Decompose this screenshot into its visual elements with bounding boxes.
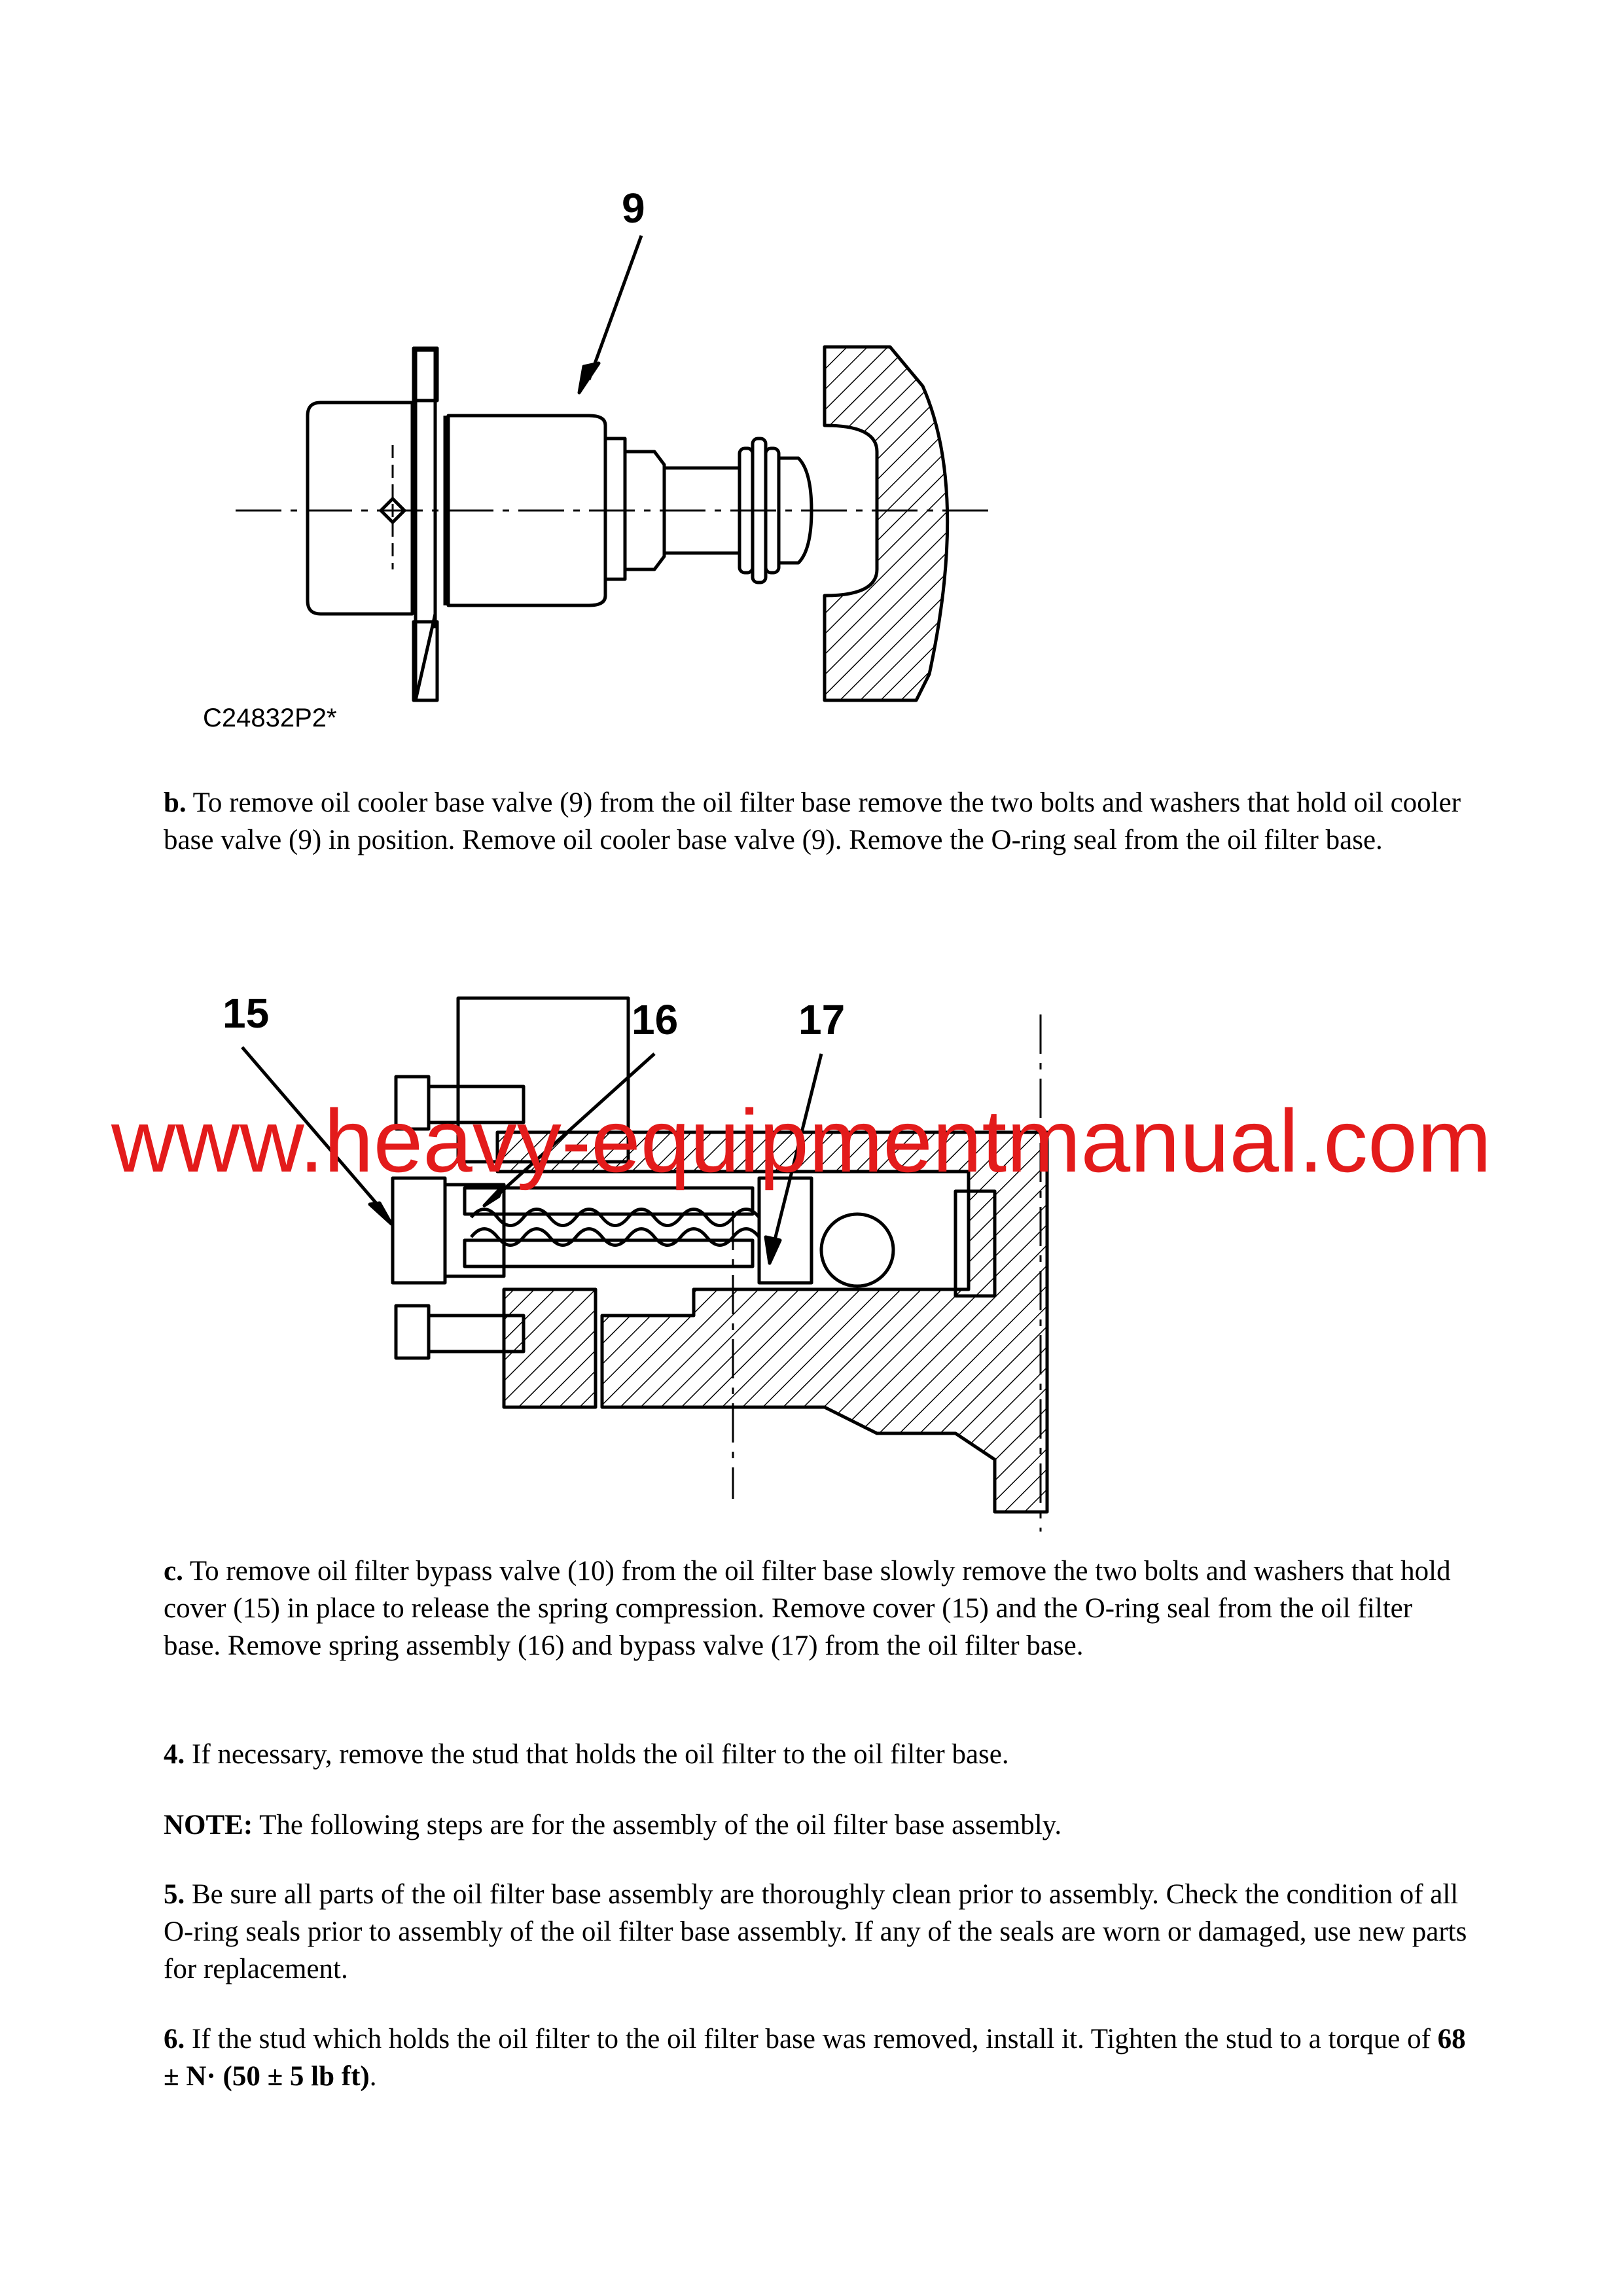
note-text: The following steps are for the assembly of the oil filter base assembly. bbox=[253, 1810, 1062, 1840]
figure1-caption: C24832P2* bbox=[203, 704, 337, 732]
watermark-url: www.heavy-equipmentmanual.com bbox=[111, 1091, 1491, 1191]
figure-oil-cooler-base-valve bbox=[203, 177, 1008, 753]
step-5-label: 5. bbox=[164, 1879, 185, 1910]
figure-oil-filter-bypass-valve bbox=[196, 975, 1073, 1538]
step-5 bbox=[164, 1876, 1472, 1988]
paragraph-b-label: b. bbox=[164, 787, 187, 818]
paragraph-c-text: To remove oil filter bypass valve (10) from the oil filter base slowly remove the two bolts and washers that hold cover (15) in place to release the spring compression. Remove cover (15) and the O-ring seal from the oil filter base. Remove spring assembly (16) and bypass valve (17) from the oil filter base. bbox=[164, 1556, 1451, 1661]
callout-17: 17 bbox=[798, 996, 846, 1043]
step-4-text: If necessary, remove the stud that holds the oil filter to the oil filter base. bbox=[185, 1739, 1009, 1770]
step-4-label: 4. bbox=[164, 1739, 185, 1770]
step-6-label: 6. bbox=[164, 2024, 185, 2054]
paragraph-b-text: To remove oil cooler base valve (9) from the oil filter base remove the two bolts and washers that hold oil cooler base valve (9) in position. Remove oil cooler base valve (9). Remove the O-ring seal from the oil filter base. bbox=[164, 787, 1461, 855]
paragraph-c bbox=[164, 1552, 1472, 1664]
step-4 bbox=[164, 1736, 1472, 1773]
callout-15: 15 bbox=[223, 990, 270, 1037]
paragraph-c-label: c. bbox=[164, 1556, 183, 1587]
step-6 bbox=[164, 2020, 1472, 2095]
step-5-text: Be sure all parts of the oil filter base assembly are thoroughly clean prior to assembly. Check the condition of all O-ring seals prior to assembly of the oil filter base assembly. If any of the seals are worn or damaged, use new parts for replacement. bbox=[164, 1879, 1467, 1984]
step-6-end: . bbox=[369, 2061, 377, 2092]
callout-9: 9 bbox=[622, 185, 645, 232]
callout-16: 16 bbox=[632, 996, 679, 1043]
note-label: NOTE: bbox=[164, 1810, 253, 1840]
step-6-torque: 68 ± N· (50 ± 5 lb ft) bbox=[164, 2024, 1466, 2092]
step-6-text: If the stud which holds the oil filter to the oil filter base was removed, install it. Tighten the stud to a torque of bbox=[185, 2024, 1438, 2054]
note bbox=[164, 1806, 1472, 1844]
paragraph-b bbox=[164, 784, 1472, 859]
